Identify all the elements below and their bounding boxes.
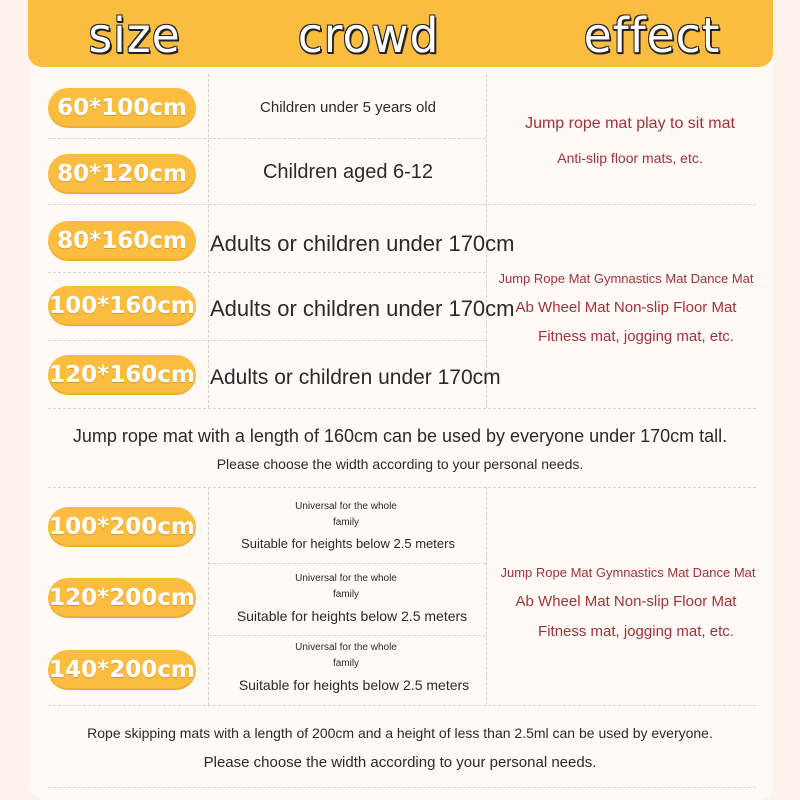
divider [48,138,486,139]
effect-text: Jump rope mat play to sit mat [525,115,735,132]
effect-text: Jump Rope Mat Gymnastics Mat Dance Mat [500,565,756,580]
crowd-text: Adults or children under 170cm [210,296,515,321]
size-badge: 120*160cm [48,355,196,395]
note-line: Jump rope mat with a length of 160cm can be used by everyone under 170cm tall. [72,426,728,446]
divider [208,487,209,705]
crowd-subtext: Universal for the whole [295,573,397,584]
divider [208,74,209,408]
size-badge: 100*160cm [48,286,196,326]
note-line: Please choose the width according to your personal needs. [203,754,597,771]
effect-text: Ab Wheel Mat Non-slip Floor Mat [515,593,737,610]
crowd-subtext: family [332,517,360,528]
effect-text: Anti-slip floor mats, etc. [557,150,703,166]
size-badge: 120*200cm [48,578,196,618]
crowd-text: Children aged 6-12 [262,161,434,183]
size-badge: 80*120cm [48,154,196,194]
effect-text: Jump Rope Mat Gymnastics Mat Dance Mat [498,271,754,286]
divider [48,340,486,341]
crowd-text: Children under 5 years old [260,99,436,116]
effect-text: Fitness mat, jogging mat, etc. [538,623,734,640]
size-badge: 80*160cm [48,221,196,261]
note-line: Rope skipping mats with a length of 200cm and a height of less than 2.5ml can be used by everyone. [87,725,713,741]
divider [48,272,486,273]
size-badge: 100*200cm [48,507,196,547]
divider [208,563,486,564]
crowd-text: Suitable for heights below 2.5 meters [236,608,468,624]
header-crowd: crowd [297,8,440,64]
crowd-text: Suitable for heights below 2.5 meters [241,536,455,551]
crowd-subtext: family [332,589,360,600]
size-badge: 140*200cm [48,650,196,690]
crowd-subtext: family [332,658,360,669]
effect-text: Fitness mat, jogging mat, etc. [538,328,734,345]
divider [48,487,756,488]
crowd-text: Adults or children under 170cm [210,231,515,256]
size-badge: 60*100cm [48,88,196,128]
effect-text: Ab Wheel Mat Non-slip Floor Mat [515,299,737,316]
divider [486,487,487,705]
crowd-text: Adults or children under 170cm [210,366,501,389]
divider [48,787,756,788]
divider [208,635,486,636]
divider [48,204,756,205]
header-size: size [88,8,181,64]
crowd-subtext: Universal for the whole [295,501,397,512]
crowd-subtext: Universal for the whole [295,642,397,653]
note-line: Please choose the width according to your personal needs. [216,456,584,472]
divider [48,408,756,409]
header-effect: effect [583,8,721,64]
divider [48,705,756,706]
crowd-text: Suitable for heights below 2.5 meters [238,677,470,693]
